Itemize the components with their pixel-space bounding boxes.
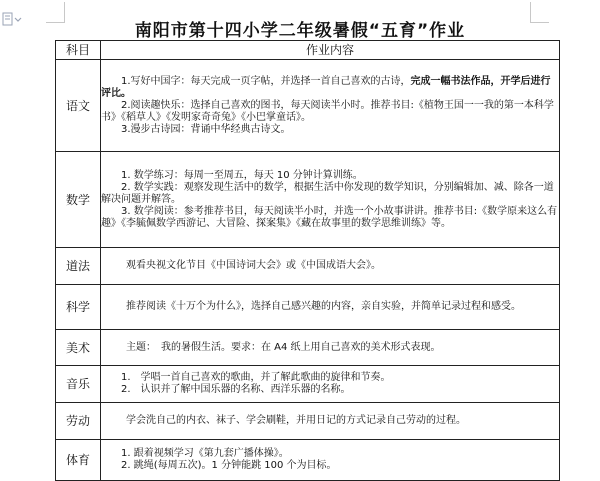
pe-line-1: 1. 跟着视频学习《第九套广播体操》。 <box>121 448 289 459</box>
art-line-1: 主题： 我的暑假生活。要求：在 A4 纸上用自己喜欢的美术形式表现。 <box>126 341 441 353</box>
table-row <box>56 152 560 248</box>
subject-pe: 体育 <box>56 440 101 481</box>
content-ethics <box>101 248 560 285</box>
table-row <box>56 366 560 403</box>
content-chinese <box>101 60 560 152</box>
subject-math: 数学 <box>56 152 101 248</box>
ethics-line-1: 观看央视文化节目《中国诗词大会》或《中国成语大会》。 <box>126 260 381 271</box>
math-line-1: 1. 数学练习：每周一至周五，每天 10 分钟计算训练。 <box>121 169 363 181</box>
table-row <box>56 285 560 330</box>
subject-labor: 劳动 <box>56 403 101 440</box>
table-row <box>56 440 560 481</box>
math-line-2: 2. 数学实践：观察发现生活中的数学，根据生活中你发现的数学知识，分别编辑加、减、除各一道解决问题并解答。 <box>101 181 554 205</box>
subject-chinese: 语文 <box>56 60 101 152</box>
header-content: 作业内容 <box>101 41 560 60</box>
subject-art: 美术 <box>56 330 101 366</box>
content-math <box>101 152 560 248</box>
homework-table <box>55 40 560 481</box>
subject-ethics: 道法 <box>56 248 101 285</box>
content-pe <box>101 440 560 481</box>
header-subject: 科目 <box>56 41 101 60</box>
table-row <box>56 60 560 152</box>
table-row <box>56 248 560 285</box>
subject-science: 科学 <box>56 285 101 330</box>
content-labor <box>101 403 560 440</box>
content-music <box>101 366 560 403</box>
chinese-line-1-bold: 完成一幅书法作品，开学后进行评比。 <box>101 75 551 99</box>
music-line-1: 1. 学唱一首自己喜欢的歌曲，并了解此歌曲的旋律和节奏。 <box>121 372 391 383</box>
chinese-line-2: 2.阅读趣快乐：选择自己喜欢的图书，每天阅读半小时。推荐书目:《植物王国一一我的第一本科学书》《稻草人》《发明家奇奇兔》《小巴掌童话》。 <box>101 99 554 123</box>
table-row <box>56 403 560 440</box>
math-line-3: 3. 数学阅读：参考推荐书目，每天阅读半小时，并选一个小故事讲讲。推荐书目:《数学原来这么有趣》《李毓佩数学西游记、大冒险、探案集》《藏在故事里的数学思维训练》等。 <box>101 205 558 229</box>
document-title: 南阳市第十四小学二年级暑假“五育”作业 <box>134 21 466 41</box>
music-line-2: 2. 认识并了解中国乐器的名称、西洋乐器的名称。 <box>121 384 351 395</box>
chinese-line-3: 3.漫步古诗园：背诵中华经典古诗文。 <box>121 123 291 135</box>
labor-line-1: 学会洗自己的内衣、袜子、学会刷鞋，并用日记的方式记录自己劳动的过程。 <box>126 415 466 426</box>
table-row <box>56 330 560 366</box>
table-header-row <box>56 41 560 60</box>
subject-music: 音乐 <box>56 366 101 403</box>
chinese-line-1: 1.写好中国字：每天完成一页字帖，并选择一首自己喜欢的古诗， <box>121 75 411 87</box>
science-line-1: 推荐阅读《十万个为什么》，选择自己感兴趣的内容，亲自实验，并简单记录过程和感受。 <box>126 301 521 312</box>
content-science <box>101 285 560 330</box>
pe-line-2: 2. 跳绳(每周五次)。1 分钟能跳 100 个为目标。 <box>121 460 337 471</box>
content-art <box>101 330 560 366</box>
